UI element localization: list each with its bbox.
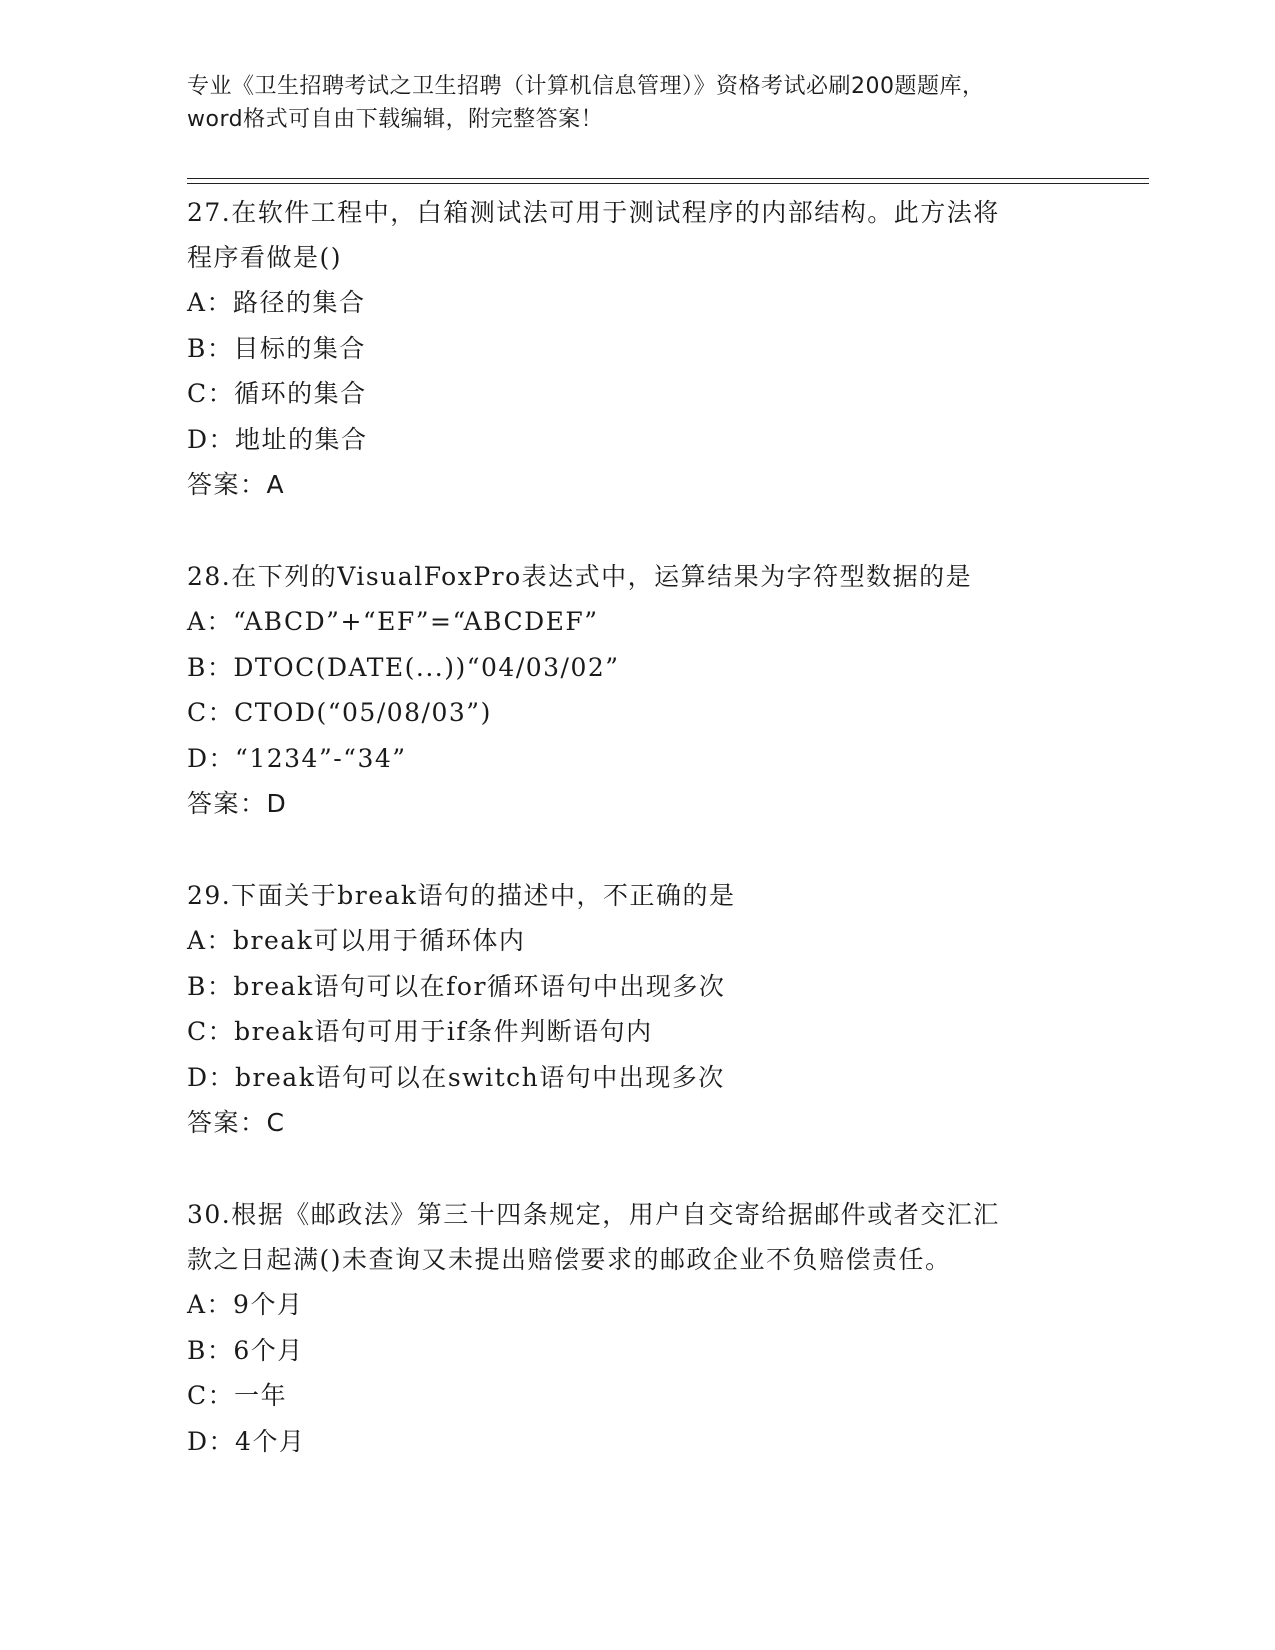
- option-d: D：4个月: [187, 1426, 306, 1456]
- header-line-1: 专业《卫生招聘考试之卫生招聘（计算机信息管理）》资格考试必刷200题题库，: [187, 74, 985, 99]
- answer: 答案：C: [187, 1108, 286, 1137]
- option-a: A：break可以用于循环体内: [187, 926, 526, 955]
- option-d: D：“1234”-“34”: [187, 743, 407, 773]
- question-text: 30.根据《邮政法》第三十四条规定，用户自交寄给据邮件或者交汇汇: [187, 1200, 1000, 1229]
- question-text: 28.在下列的VisualFoxPro表达式中，运算结果为字符型数据的是: [187, 562, 973, 591]
- document-header: [187, 70, 1087, 136]
- option-a: A：“ABCD”+“EF”=“ABCDEF”: [187, 607, 599, 636]
- question-text-continued: 程序看做是(): [187, 243, 343, 272]
- answer: 答案：A: [187, 470, 286, 499]
- option-c: C：CTOD(“05/08/03”): [187, 698, 492, 727]
- option-b: B：6个月: [187, 1335, 304, 1365]
- option-d: D：地址的集合: [187, 424, 368, 454]
- option-c: C：循环的集合: [187, 379, 367, 408]
- option-c: C：一年: [187, 1381, 288, 1410]
- option-a: A：9个月: [187, 1290, 304, 1319]
- option-b: B：目标的集合: [187, 333, 366, 363]
- question-29: [187, 873, 1087, 1145]
- answer: 答案：D: [187, 789, 288, 818]
- header-divider-top: [187, 178, 1149, 179]
- option-d: D：break语句可以在switch语句中出现多次: [187, 1062, 725, 1092]
- question-27: [187, 190, 1087, 507]
- question-text: 29.下面关于break语句的描述中，不正确的是: [187, 881, 736, 910]
- header-divider-bottom: [187, 183, 1149, 184]
- question-list: [187, 190, 1087, 1464]
- question-text: 27.在软件工程中，白箱测试法可用于测试程序的内部结构。此方法将: [187, 198, 1000, 227]
- option-b: B：break语句可以在for循环语句中出现多次: [187, 971, 726, 1001]
- option-a: A：路径的集合: [187, 288, 366, 317]
- question-text-continued: 款之日起满()未查询又未提出赔偿要求的邮政企业不负赔偿责任。: [187, 1245, 952, 1274]
- question-28: [187, 554, 1087, 826]
- question-30: [187, 1192, 1087, 1464]
- option-c: C：break语句可用于if条件判断语句内: [187, 1017, 653, 1046]
- option-b: B：DTOC(DATE(...))“04/03/02”: [187, 652, 620, 682]
- header-line-2: word格式可自由下载编辑，附完整答案！: [187, 107, 604, 132]
